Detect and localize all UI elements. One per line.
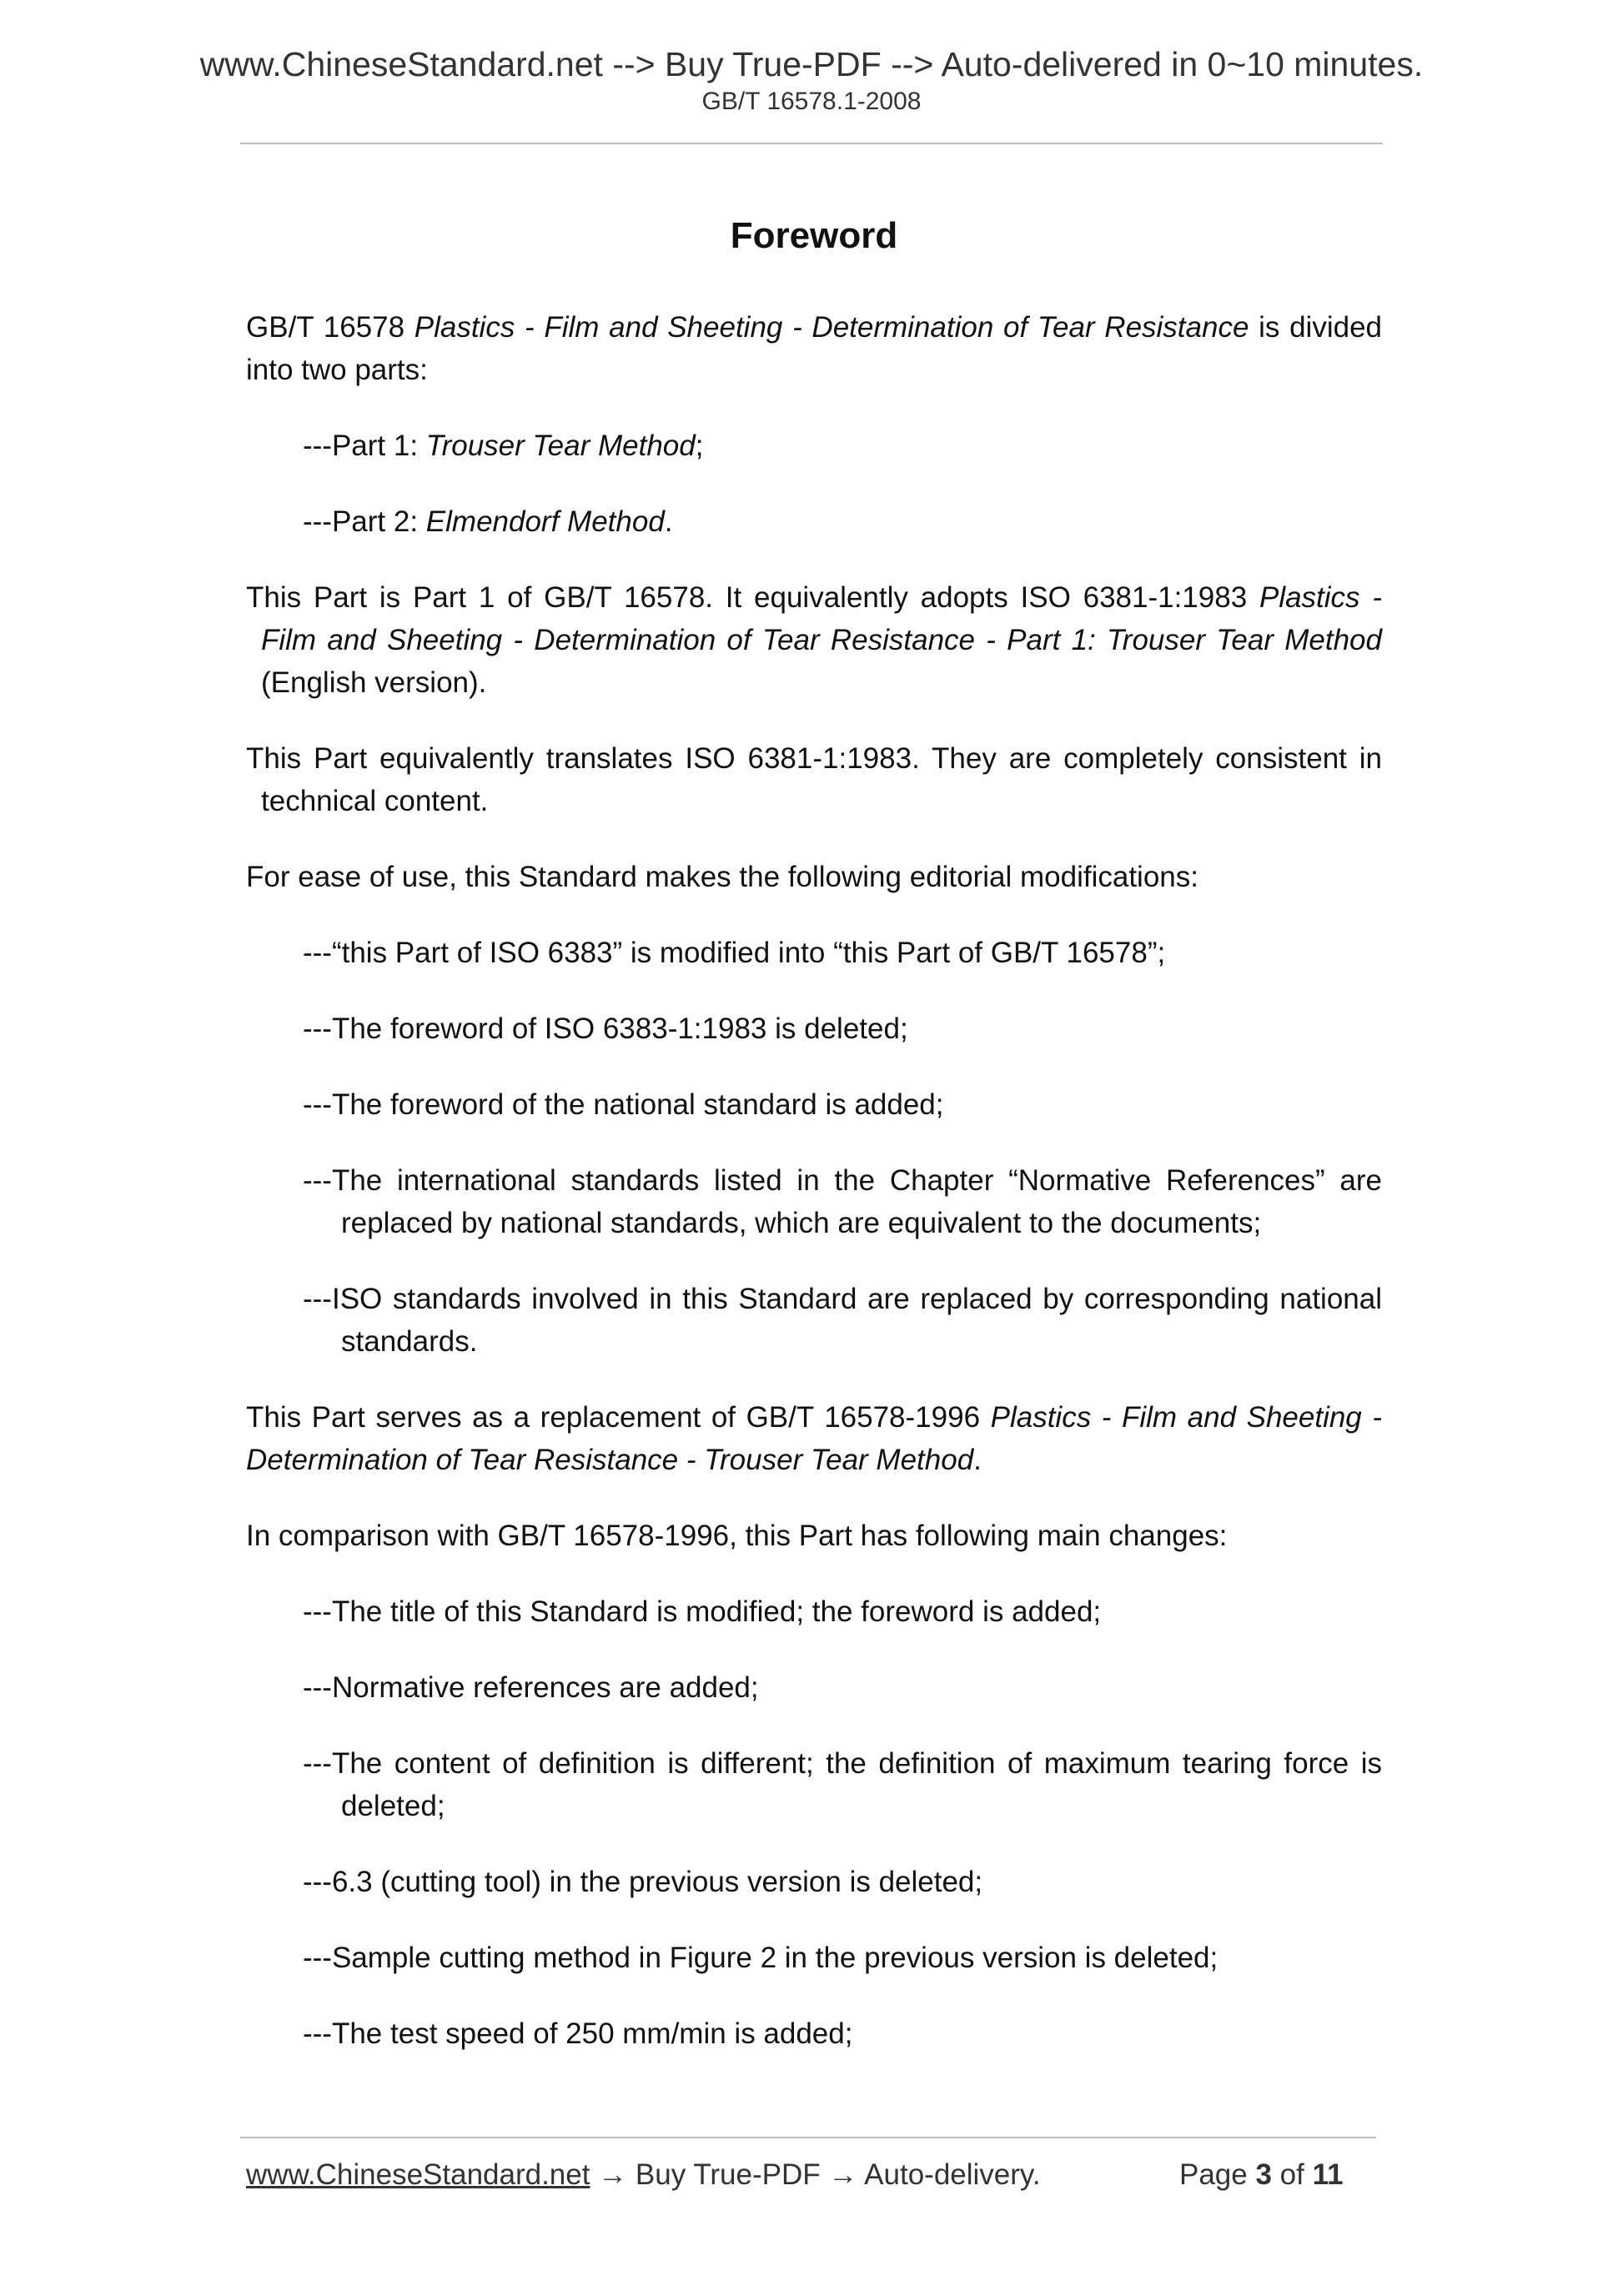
change-item: ---Sample cutting method in Figure 2 in the previous version is deleted;	[303, 1942, 1219, 1974]
change-item: ---6.3 (cutting tool) in the previous version is deleted;	[303, 1866, 983, 1898]
page-of: of	[1271, 2158, 1313, 2191]
change-item: ---Normative references are added;	[303, 1671, 759, 1704]
adoption-iso-title: Plastics - Film and Sheeting - Determination of Tear Resistance - Part 1: Trouser Tear Method	[261, 581, 1382, 656]
adoption-text-a: This Part is Part 1 of GB/T 16578. It equivalently adopts ISO 6381-1:1983	[246, 581, 1259, 614]
page-current: 3	[1255, 2158, 1272, 2191]
change-item: ---The content of definition is different; the definition of maximum tearing force is deleted;	[303, 1747, 1382, 1822]
intro-text-b: is divided into two parts:	[246, 311, 1382, 386]
footer-site-link[interactable]: www.ChineseStandard.net	[246, 2158, 590, 2191]
replacement-text-b: .	[973, 1444, 982, 1476]
replacement-standard-title: Plastics - Film and Sheeting - Determination of Tear Resistance - Trouser Tear Method	[246, 1401, 1382, 1476]
page-content	[246, 213, 1382, 2055]
modifications-intro: For ease of use, this Standard makes the following editorial modifications:	[246, 861, 1198, 893]
part-title: Trouser Tear Method	[425, 430, 696, 462]
adoption-paragraph	[246, 576, 1382, 704]
page-total: 11	[1312, 2158, 1344, 2191]
document-id: GB/T 16578.1-2008	[701, 88, 922, 115]
modification-item: ---ISO standards involved in this Standard are replaced by corresponding national standards.	[303, 1283, 1382, 1358]
part-punct: .	[664, 505, 673, 538]
adoption-text-b: (English version).	[261, 666, 487, 699]
footer-promo-text: → Buy True-PDF → Auto-delivery.	[590, 2158, 1041, 2191]
page-indicator	[1179, 2154, 1344, 2196]
header-banner: www.ChineseStandard.net --> Buy True-PDF --> Auto-delivered in 0~10 minutes.	[199, 45, 1424, 83]
part-list-item	[303, 500, 1382, 543]
modification-item: ---The foreword of the national standard is added;	[303, 1088, 944, 1121]
modification-item: ---The international standards listed in the Chapter “Normative References” are replaced by national standards, which are equivalent to the documents;	[303, 1164, 1382, 1239]
change-item: ---The test speed of 250 mm/min is added;	[303, 2017, 853, 2050]
translation-paragraph: This Part equivalently translates ISO 6381-1:1983. They are completely consistent in technical content.	[246, 742, 1382, 817]
changes-intro: In comparison with GB/T 16578-1996, this Part has following main changes:	[246, 1520, 1228, 1552]
part-label: ---Part 2:	[303, 505, 426, 538]
part-label: ---Part 1:	[303, 430, 426, 462]
page-title: Foreword	[730, 215, 898, 256]
footer-promo	[246, 2154, 1041, 2196]
header-divider	[240, 143, 1383, 144]
footer-divider	[240, 2137, 1376, 2138]
intro-paragraph	[246, 306, 1382, 391]
page-label: Page	[1179, 2158, 1256, 2191]
part-title: Elmendorf Method	[425, 505, 665, 538]
intro-text-a: GB/T 16578	[246, 311, 415, 344]
modification-item: ---“this Part of ISO 6383” is modified into “this Part of GB/T 16578”;	[303, 937, 1166, 969]
replacement-paragraph	[246, 1396, 1382, 1481]
modification-item: ---The foreword of ISO 6383-1:1983 is deleted;	[303, 1012, 908, 1045]
part-punct: ;	[695, 430, 704, 462]
change-item: ---The title of this Standard is modified; the foreword is added;	[303, 1595, 1102, 1628]
part-list-item	[303, 425, 1382, 467]
intro-standard-title: Plastics - Film and Sheeting - Determination of Tear Resistance	[414, 311, 1249, 344]
replacement-text-a: This Part serves as a replacement of GB/T 16578-1996	[246, 1401, 991, 1434]
